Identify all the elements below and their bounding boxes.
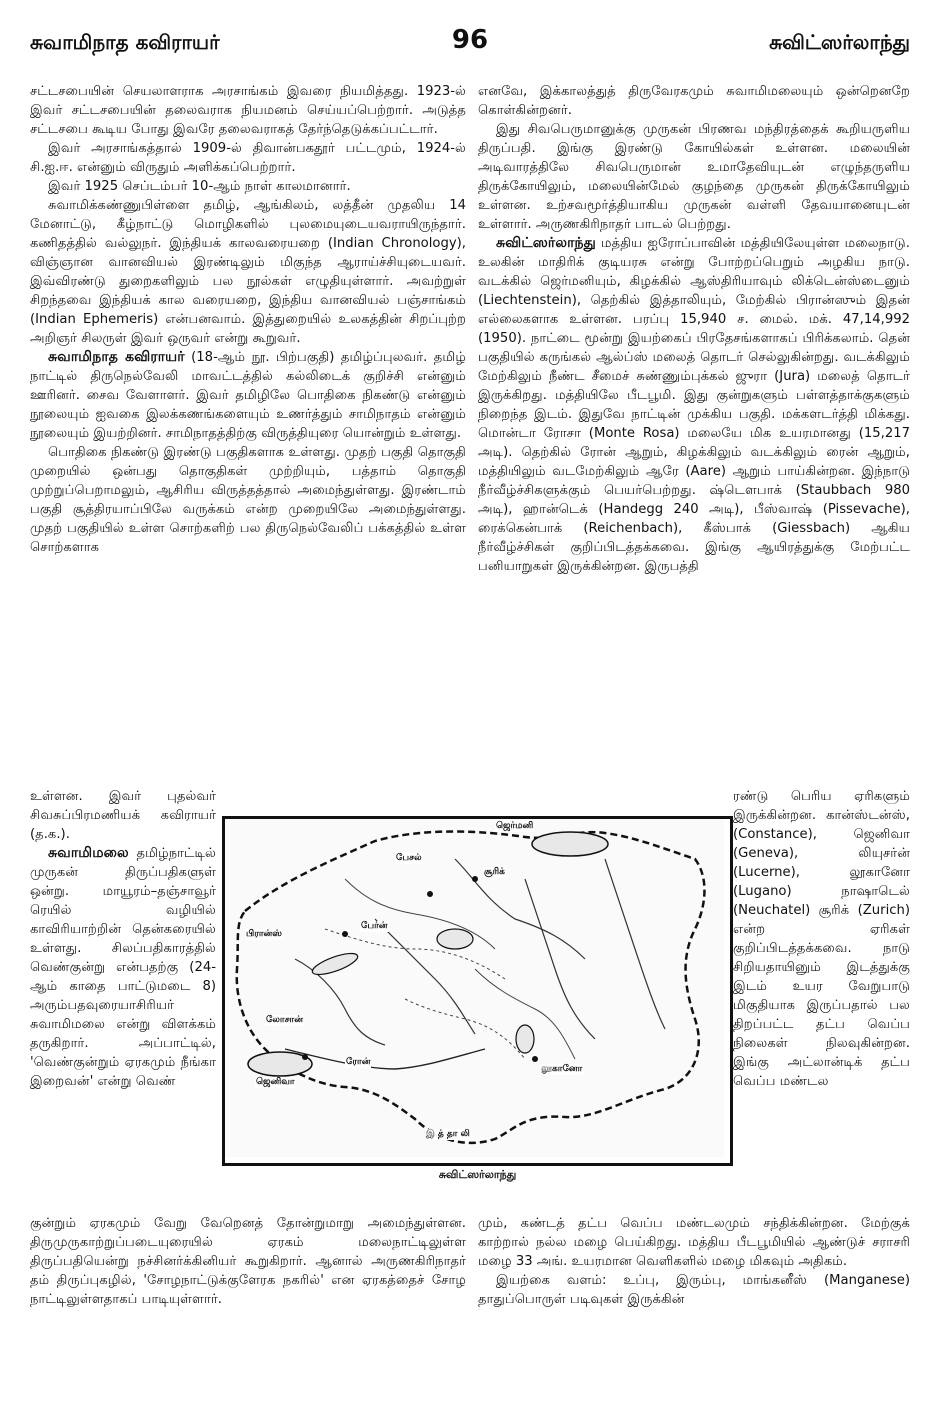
map-label-basel: பேசல் <box>396 853 422 863</box>
header-right-title: சுவிட்ஸர்லாந்து <box>769 30 910 54</box>
header-left-title: சுவாமிநாத கவிராயர் <box>30 30 220 54</box>
right-column-bottom <box>478 1214 910 1334</box>
entry-text: தமிழ்நாட்டில் முருகன் திருப்பதிகளுள் ஒன்று. மாயூரம்–தஞ்சாவூர் ரெயில் வழியில் காவிரியாற்றின் தென்கரையில் உள்ளது. சிலப்பதிகாரத்தில் வெண்குன்று என்பதற்கு (24-ஆம் காதை பாட்டுமடை 8) அரும்பதவுரையாசிரியர் சுவாமிமலை என்று விளக்கம் தருகிறார். அப்பாட்டில், 'வெண்குன்றும் ஏரகமும் நீங்கா இறைவன்' என்று வெண் <box>30 846 216 1089</box>
entry-paragraph <box>30 348 466 443</box>
paragraph: இவர் அரசாங்கத்தால் 1909-ல் திவான்பகதூர் பட்டமும், 1924-ல் சி.ஐ.ஈ. என்னும் விருதும் அளிக்கப்பெற்றார். <box>30 141 466 175</box>
paragraph: சுவாமிக்கண்ணுபிள்ளை தமிழ், ஆங்கிலம், லத்தீன் முதலிய 14 மேனாட்டு, கீழ்நாட்டு மொழிகளில் புலமையுடையவராயிருந்தார். கணிதத்தில் வல்லுநர். இந்தியக் காலவரையறை (Indian Chronology), விஞ்ஞான வானவியல் இரண்டிலும் மிகுந்த ஆராய்ச்சியுடையவர். இவ்விரண்டு துறைகளிலும் பல நூல்கள் எழுதியுள்ளார். அவற்றுள் சிறந்தவை இந்தியக் கால வரையறை, இந்திய வானவியல் பஞ்சாங்கம் (Indian Ephemeris) என்பனவாம். இத்துறையில் உலகத்தின் சிறப்புற்ற அறிஞர் சிலருள் இவர் ஒருவர் என்று கூறுவர். <box>30 198 466 346</box>
map-drawing <box>225 819 724 1157</box>
entry-heading: சுவிட்ஸர்லாந்து <box>496 235 596 251</box>
paragraph: மும், கண்டத் தட்ப வெப்ப மண்டலமும் சந்திக்கின்றன. மேற்குக் காற்றால் நல்ல மழை பெய்கிறது. மத்திய பீடபூமியில் ஆண்டுச் சராசரி மழை 33 அங். உயரமான வெளிகளில் மழை மிகவும் அதிகம். <box>478 1216 910 1269</box>
entry-paragraph <box>30 844 216 1091</box>
paragraph: ரண்டு பெரிய ஏரிகளும் இருக்கின்றன. கான்ஸ்டன்ஸ், (Constance), ஜெனிவா (Geneva), லியுசர்ன் (Lucerne), லூகானோ (Lugano) நாஷாடெல் (Neuchatel) சூரிக் (Zurich) என்ற ஏரிகள் குறிப்பிடத்தக்கவை. நாடு சிறியதாயினும் இடத்துக்கு இடம் உயர வேறுபாடு மிகுதியாக இருப்பதால் பல திறப்பட்ட தட்ப வெப்ப நிலைகள் நிலவுகின்றன. இங்கு அட்லான்டிக் தட்ப வெப்ப மண்டல <box>733 789 910 1089</box>
page-number: 96 <box>451 25 489 55</box>
map-caption: சுவிட்ஸர்லாந்து <box>438 1168 517 1181</box>
paragraph: இது சிவபெருமானுக்கு முருகன் பிரணவ மந்திரத்தைக் கூறியருளிய திருப்பதி. இங்கு இரண்டு கோயில்கள் உள்ளன. மலையின் அடிவாரத்திலே சிவபெருமான் உமாதேவியுடன் எழுந்தருளிய திருக்கோயிலும், மலையின்மேல் குழந்தை முருகன் திருக்கோயிலும் உள்ளன. உற்சவமூர்த்தியாகிய முருகன் வள்ளி தேவயானையுடன் உள்ளார். அருணகிரிநாதர் பாடல் பெற்றது. <box>478 122 910 232</box>
map-label-rhone: ரோன் <box>346 1057 371 1067</box>
entry-heading: சுவாமிமலை <box>48 845 129 861</box>
paragraph: உள்ளன. இவர் புதல்வர் சிவசுப்பிரமணியக் கவிராயர் (த.க.). <box>30 789 216 842</box>
right-column-top <box>478 82 910 784</box>
entry-heading: சுவாமிநாத கவிராயர் <box>48 349 185 365</box>
map-label-italy: இ த் தா லி <box>426 1129 470 1139</box>
left-column-top <box>30 82 466 784</box>
paragraph: குன்றும் ஏரகமும் வேறு வேறெனத் தோன்றுமாறு அமைந்துள்ளன. திருமுருகாற்றுப்படையுரையில் ஏரகம் மலைநாட்டிலுள்ள திருப்பதியென்று நச்சினர்க்கினியர் கூறுகிறார். ஆனால் அருணகிரிநாதர் தம் திருப்புகழில், 'சோழநாட்டுக்குளேரக நகரில்' என ஏரகத்தைச் சோழ நாட்டிலுள்ளதாகப் பாடியுள்ளார். <box>30 1216 466 1307</box>
map-label-france: பிரான்ஸ் <box>246 929 282 939</box>
paragraph: பொதிகை நிகண்டு இரண்டு பகுதிகளாக உள்ளது. முதற் பகுதி தொகுதி முறையில் ஒன்பது தொகுதிகள் முற்றியும், பத்தாம் தொகுதி முற்றுப்பெறாமலும், ஆசிரிய விருத்தத்தால் அமைந்துள்ளது. இரண்டாம் பகுதி சூத்திரயாப்பிலே வருக்கம் என்ற முறையிலே அமைந்துள்ளது. முதற் பகுதியில் உள்ள சொற்களிற் பல திருநெல்வேலிப் பக்கத்தில் உள்ள சொற்களாக <box>30 445 466 555</box>
map-label-lausanne: லோசான் <box>266 1015 303 1025</box>
map-label-geneva: ஜெனிவா <box>256 1077 295 1087</box>
paragraph: இயற்கை வளம்: உப்பு, இரும்பு, மாங்கனீஸ் (Manganese) தாதுப்பொருள் படிவுகள் இருக்கின் <box>478 1273 910 1307</box>
map-label-bern: பேர்ன் <box>361 921 388 931</box>
map-label-zurich: சூரிக் <box>484 867 505 877</box>
entry-text: (18-ஆம் நூ. பிற்பகுதி) தமிழ்ப்புலவர். தமிழ் நாட்டில் திருநெல்வேலி மாவட்டத்தில் கல்லிடைக் குறிச்சி என்னும் ஊரினர். சைவ வேளாளர். இவர் தமிழிலே பொதிகை நிகண்டு என்னும் நூலையும் ஐவகை இலக்கணங்களையும் உணர்த்தும் சாமிநாதம் என்னும் நூலையும் இயற்றினர். சாமிநாதத்திற்கு விருத்தியுரை யொன்றும் உள்ளது. <box>30 350 466 441</box>
right-column-wrap <box>733 787 910 1213</box>
left-column-bottom <box>30 1214 466 1334</box>
paragraph: எனவே, இக்காலத்துத் திருவேரகமும் சுவாமிமலையும் ஒன்றெனறே கொள்கின்றனர். <box>478 84 910 118</box>
left-column-wrap <box>30 787 216 1213</box>
map-label-germany: ஜெர்மனி <box>496 821 534 831</box>
map-label-lugano: லூகானோ <box>541 1064 583 1074</box>
entry-paragraph <box>478 234 910 576</box>
switzerland-map <box>222 816 733 1166</box>
paragraph: இவர் 1925 செப்டம்பர் 10-ஆம் நாள் காலமானார். <box>48 179 351 194</box>
entry-text: மத்திய ஐரோப்பாவின் மத்தியிலேயுள்ள மலைநாடு. உலகின் மாதிரிக் குடியரசு என்று போற்றப்பெறும் அழகிய நாடு. வடக்கில் ஜெர்மனியும், கிழக்கில் ஆஸ்திரியாவும் லிக்டென்ஸ்டைனும் (Liechtenstein), தெற்கில் இத்தாலியும், மேற்கில் பிரான்ஸும் இதன் எல்லைகளாக உள்ளன. பரப்பு 15,940 ச. மைல். மக். 47,14,992 (1950). நாட்டை மூன்று இயற்கைப் பிரதேசங்களாகப் பிரிக்கலாம். தென் பகுதியில் கருங்கல் ஆல்ப்ஸ் மலைத் தொடர் செல்லுகின்றது. வடக்கிலும் மேற்கிலும் நீண்ட சீமைச் சுண்ணும்புக்கல் ஜுரா (Jura) மலைத் தொடர் இருக்கிறது. மத்தியிலே பீடபூமி. இது குன்றுகளும் பள்ளத்தாக்குகளும் நிறைந்த இடம். இதுவே நாட்டின் முக்கிய பகுதி. மக்களடர்த்தி மிக்கது. மொன்டா ரோசா (Monte Rosa) மலையே மிக உயரமானது (15,217 அடி). தெற்கில் ரோன் ஆறும், கிழக்கிலும் வடக்கிலும் ரைன் ஆறும், மத்தியிலும் வடமேற்கிலும் ஆரே (Aare) ஆறும் பாய்கின்றன. இந்நாடு நீர்வீழ்ச்சிகளுக்கும் பெயர்பெற்றது. ஷ்டௌபாக் (Staubbach 980 அடி), ஹான்டெக் (Handegg 240 அடி), பீஸ்வாஷ் (Pissevache), ரைக்கென்பாக் (Reichenbach), கீஸ்பாக் (Giessbach) ஆகிய நீர்வீழ்ச்சிகள் குறிப்பிடத்தக்கவை. இங்கு ஆயிரத்துக்கு மேற்பட்ட பனியாறுகள் இருக்கின்றன. இருபத்தி <box>478 236 910 574</box>
paragraph: சட்டசபையின் செயலாளராக அரசாங்கம் இவரை நியமித்தது. 1923-ல் இவர் சட்டசபையின் தலைவராக நியமனம் செய்யப்பெற்றார். அடுத்த சட்டசபை கூடிய போது இவரே தலைவராகத் தேர்ந்தெடுக்கப்பட்டார். <box>30 84 466 137</box>
